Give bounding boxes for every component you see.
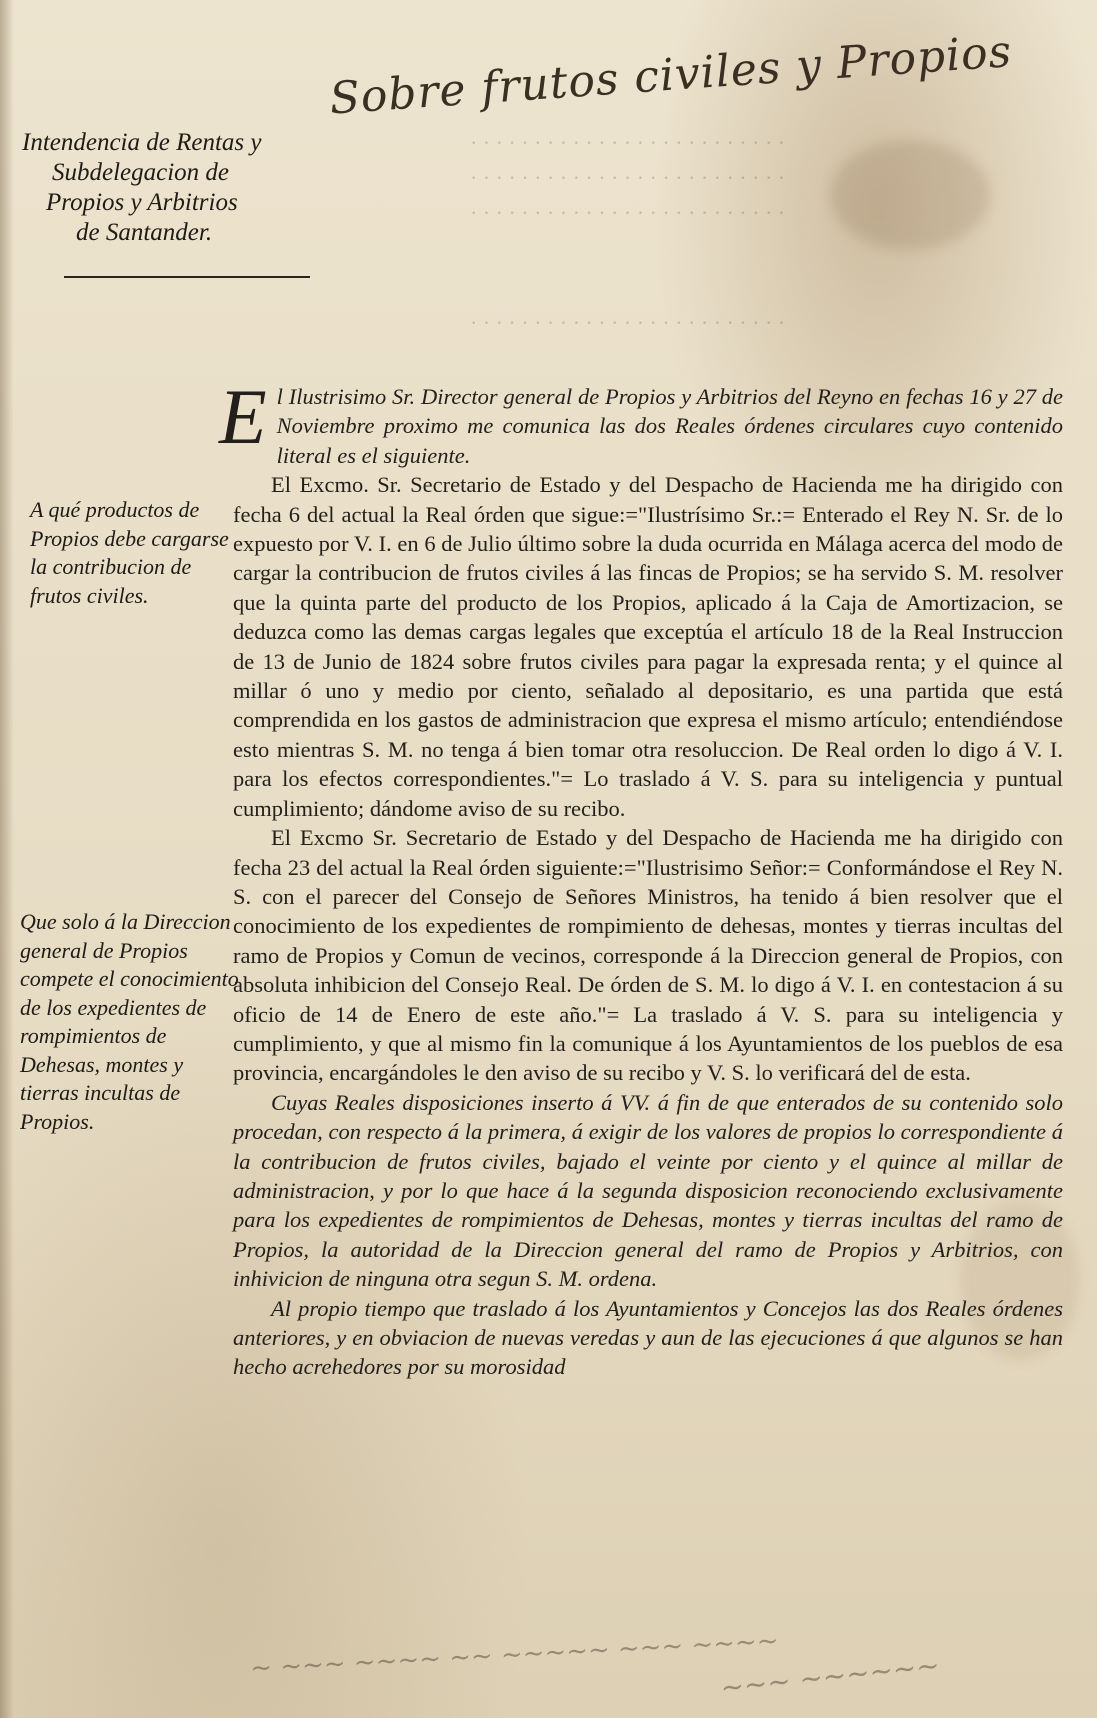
letterhead-rule <box>64 276 310 278</box>
letterhead-line: Subdelegacion de <box>52 159 230 186</box>
letterhead-line: Propios y Arbitrios <box>46 189 238 216</box>
fold-shadow <box>0 0 14 1718</box>
signature-scribble: ~ ~~~ ~~~~ ~~ ~~~~~ ~~~ ~~~~ <box>249 1626 780 1684</box>
intro-paragraph <box>219 373 1063 470</box>
letterhead-line: de Santander. <box>76 219 213 246</box>
margin-note-direccion-propios: Que solo á la Direccion general de Propios compete el conocimiento de los expedientes de rompimientos de Dehesas, montes y tierras incultas de Propios. <box>20 909 239 1134</box>
main-text <box>219 373 1063 1382</box>
signature-scribble: ~~~ ~~~~~~ <box>718 1648 942 1705</box>
paragraph-disposiciones: Cuyas Reales disposiciones inserto á VV. á fin de que enterados de su contenido solo procedan, con respecto á la primera, á exigir de los valores de propios lo correspondiente á la contribucion de frutos civiles, bajado el veinte por ciento y el quince al millar de administracion, y por lo que hace á la segunda disposicion reconociendo exclusivamente para los expedientes de rompimientos de Dehesas, montes y tierras incultas del ramo de Propios, la autoridad de la Direccion general del ramo de Propios y Arbitrios, con inhivicion de ninguna otra segun S. M. ordena. <box>233 1089 1063 1292</box>
letterhead <box>22 128 322 248</box>
letterhead-line: Intendencia de Rentas y <box>22 129 262 156</box>
bleed-through-text: · · · · · · · · · · · · · · · · · · · · · · · · · <box>470 310 786 335</box>
bleed-through-text: · · · · · · · · · · · · · · · · · · · · · · · · · <box>470 200 786 225</box>
margin-note-frutos-civiles: A qué productos de Propios debe cargarse la contribucion de frutos civiles. <box>30 497 229 608</box>
stain <box>830 140 990 250</box>
bleed-through-text: · · · · · · · · · · · · · · · · · · · · · · · · · <box>470 165 786 190</box>
paragraph-real-orden-2: El Excmo Sr. Secretario de Estado y del Despacho de Hacienda me ha dirigido con fecha 23 del actual la Real órden siguiente:="Ilustrisimo Señor:= Conformándose el Rey N. S. con el parecer del Consejo de Señores Ministros, ha tenido á bien resolver que el conocimiento de los expedientes de rompimiento de dehesas, montes y tierras incultas del ramo de Propios y Comun de vecinos, corresponde á la Direccion general de Propios, con absoluta inhibicion del Consejo Real. De órden de S. M. lo digo á V. I. en contestacion á su oficio de 14 de Enero de este año."= La traslado á V. S. para su inteligencia y cumplimiento, y que al mismo fin la comunique á los Ayuntamientos de los pueblos de esa provincia, encargándoles le den aviso de su recibo y V. S. lo verificará del de esta. <box>233 825 1063 1086</box>
drop-cap: E <box>219 373 267 460</box>
intro-text: l Ilustrisimo Sr. Director general de Propios y Arbitrios del Reyno en fechas 16 y 27 de Noviembre proximo me comunica las dos Reales órdenes circulares cuyo contenido literal es el siguiente. <box>276 384 1063 468</box>
handwritten-title: Sobre frutos civiles y Propios <box>327 26 1014 125</box>
paragraph-real-orden-1: El Excmo. Sr. Secretario de Estado y del Despacho de Hacienda me ha dirigido con fecha 6 del actual la Real órden que sigue:="Ilustrísimo Sr.:= Enterado el Rey N. Sr. de lo expuesto por V. I. en 6 de Julio último sobre la duda ocurrida en Málaga acerca del modo de cargar la contribucion de frutos civiles á las fincas de Propios; se ha servido S. M. resolver que la quinta parte del producto de los Propios, aplicado á la Caja de Amortizacion, se deduzca como las demas cargas legales que exceptúa el artículo 18 de la Real Instruccion de 13 de Junio de 1824 sobre frutos civiles para pagar la expresada renta; y el quince al millar ó uno y medio por ciento, señalado al depositario, es una partida que está comprendida en los gastos de administracion que expresa el mismo artículo; entendiéndose esto mientras S. M. no tenga á bien tomar otra resoluccion. De Real orden lo digo á V. I. para los efectos correspondientes."= Lo traslado á V. S. para su inteligencia y puntual cumplimiento; dándome aviso de su recibo. <box>233 472 1063 821</box>
bleed-through-text: · · · · · · · · · · · · · · · · · · · · · · · · · <box>470 130 786 155</box>
paragraph-propio-tiempo: Al propio tiempo que traslado á los Ayuntamientos y Concejos las dos Reales órdenes anteriores, y en obviacion de nuevas veredas y aun de las ejecuciones á que algunos se han hecho acrehedores por su morosidad <box>233 1295 1063 1380</box>
